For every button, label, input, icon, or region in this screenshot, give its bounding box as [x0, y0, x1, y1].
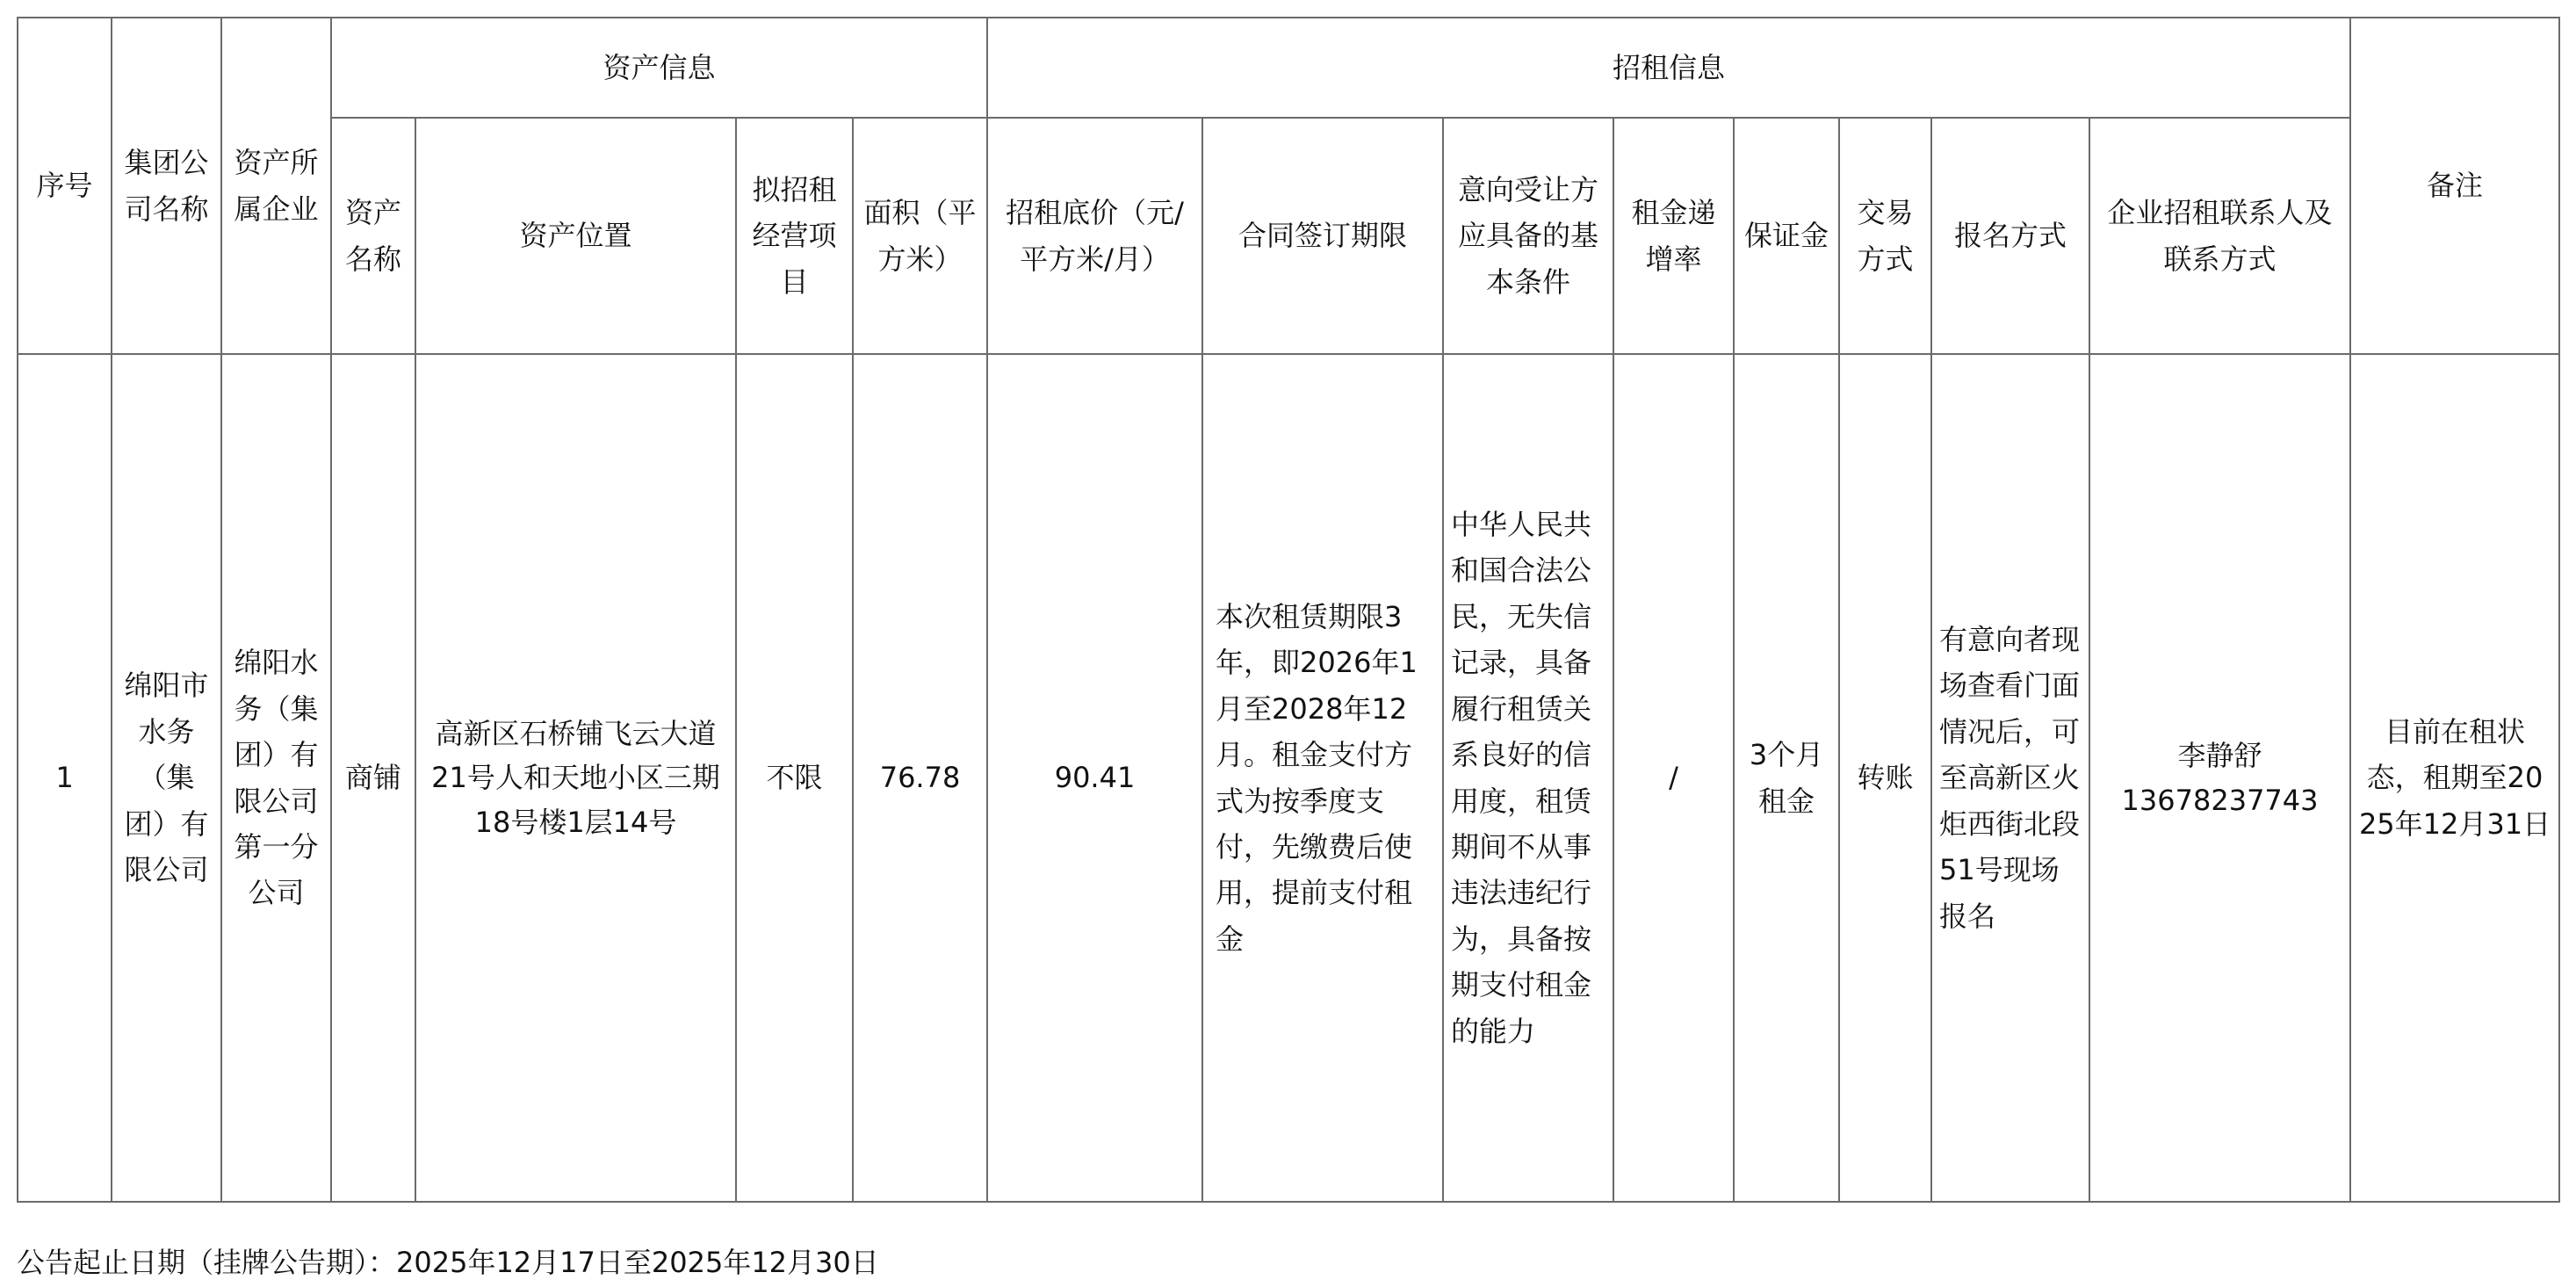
header-contract-term: 合同签订期限 [1202, 118, 1443, 354]
header-asset-info: 资产信息 [331, 18, 987, 118]
cell-deposit: 3个月租金 [1734, 354, 1839, 1202]
header-deposit: 保证金 [1734, 118, 1839, 354]
cell-asset-name: 商铺 [331, 354, 415, 1202]
announcement-period: 公告起止日期（挂牌公告期）：2025年12月17日至2025年12月30日 [17, 1246, 879, 1279]
header-seq: 序号 [18, 18, 112, 354]
cell-area: 76.78 [853, 354, 987, 1202]
header-contact: 企业招租联系人及联系方式 [2089, 118, 2350, 354]
cell-group-company: 绵阳市水务（集团）有限公司 [112, 354, 221, 1202]
contact-name: 李静舒 [2177, 738, 2262, 772]
header-requirements: 意向受让方应具备的基本条件 [1443, 118, 1613, 354]
cell-contact [2089, 354, 2350, 1202]
header-remarks: 备注 [2350, 18, 2559, 354]
cell-remarks: 目前在租状态，租期至2025年12月31日 [2350, 354, 2559, 1202]
cell-contract-term: 本次租赁期限3年，即2026年1月至2028年12月。租金支付方式为按季度支付，先缴费后使用，提前支付租金 [1202, 354, 1443, 1202]
cell-base-price: 90.41 [987, 354, 1202, 1202]
cell-rent-increase: / [1613, 354, 1734, 1202]
cell-owner-company: 绵阳水务（集团）有限公司第一分公司 [221, 354, 331, 1202]
header-group-company: 集团公司名称 [112, 18, 221, 354]
cell-asset-location: 高新区石桥铺飞云大道21号人和天地小区三期18号楼1层14号 [415, 354, 736, 1202]
cell-registration: 有意向者现场查看门面情况后，可至高新区火炬西街北段51号现场报名 [1931, 354, 2089, 1202]
header-area: 面积（平方米） [853, 118, 987, 354]
header-business-scope: 拟招租经营项目 [736, 118, 853, 354]
header-base-price: 招租底价（元/平方米/月） [987, 118, 1202, 354]
header-owner-company: 资产所属企业 [221, 18, 331, 354]
header-rental-info: 招租信息 [987, 18, 2350, 118]
header-rent-increase: 租金递增率 [1613, 118, 1734, 354]
header-payment-method: 交易方式 [1839, 118, 1931, 354]
rental-notice-table [17, 17, 2560, 1203]
header-asset-location: 资产位置 [415, 118, 736, 354]
contact-phone: 13678237743 [2121, 783, 2319, 817]
cell-seq: 1 [18, 354, 112, 1202]
cell-requirements: 中华人民共和国合法公民，无失信记录，具备履行租赁关系良好的信用度，租赁期间不从事违法违纪行为，具备按期支付租金的能力 [1443, 354, 1613, 1202]
cell-payment-method: 转账 [1839, 354, 1931, 1202]
header-asset-name: 资产名称 [331, 118, 415, 354]
header-registration: 报名方式 [1931, 118, 2089, 354]
cell-business-scope: 不限 [736, 354, 853, 1202]
